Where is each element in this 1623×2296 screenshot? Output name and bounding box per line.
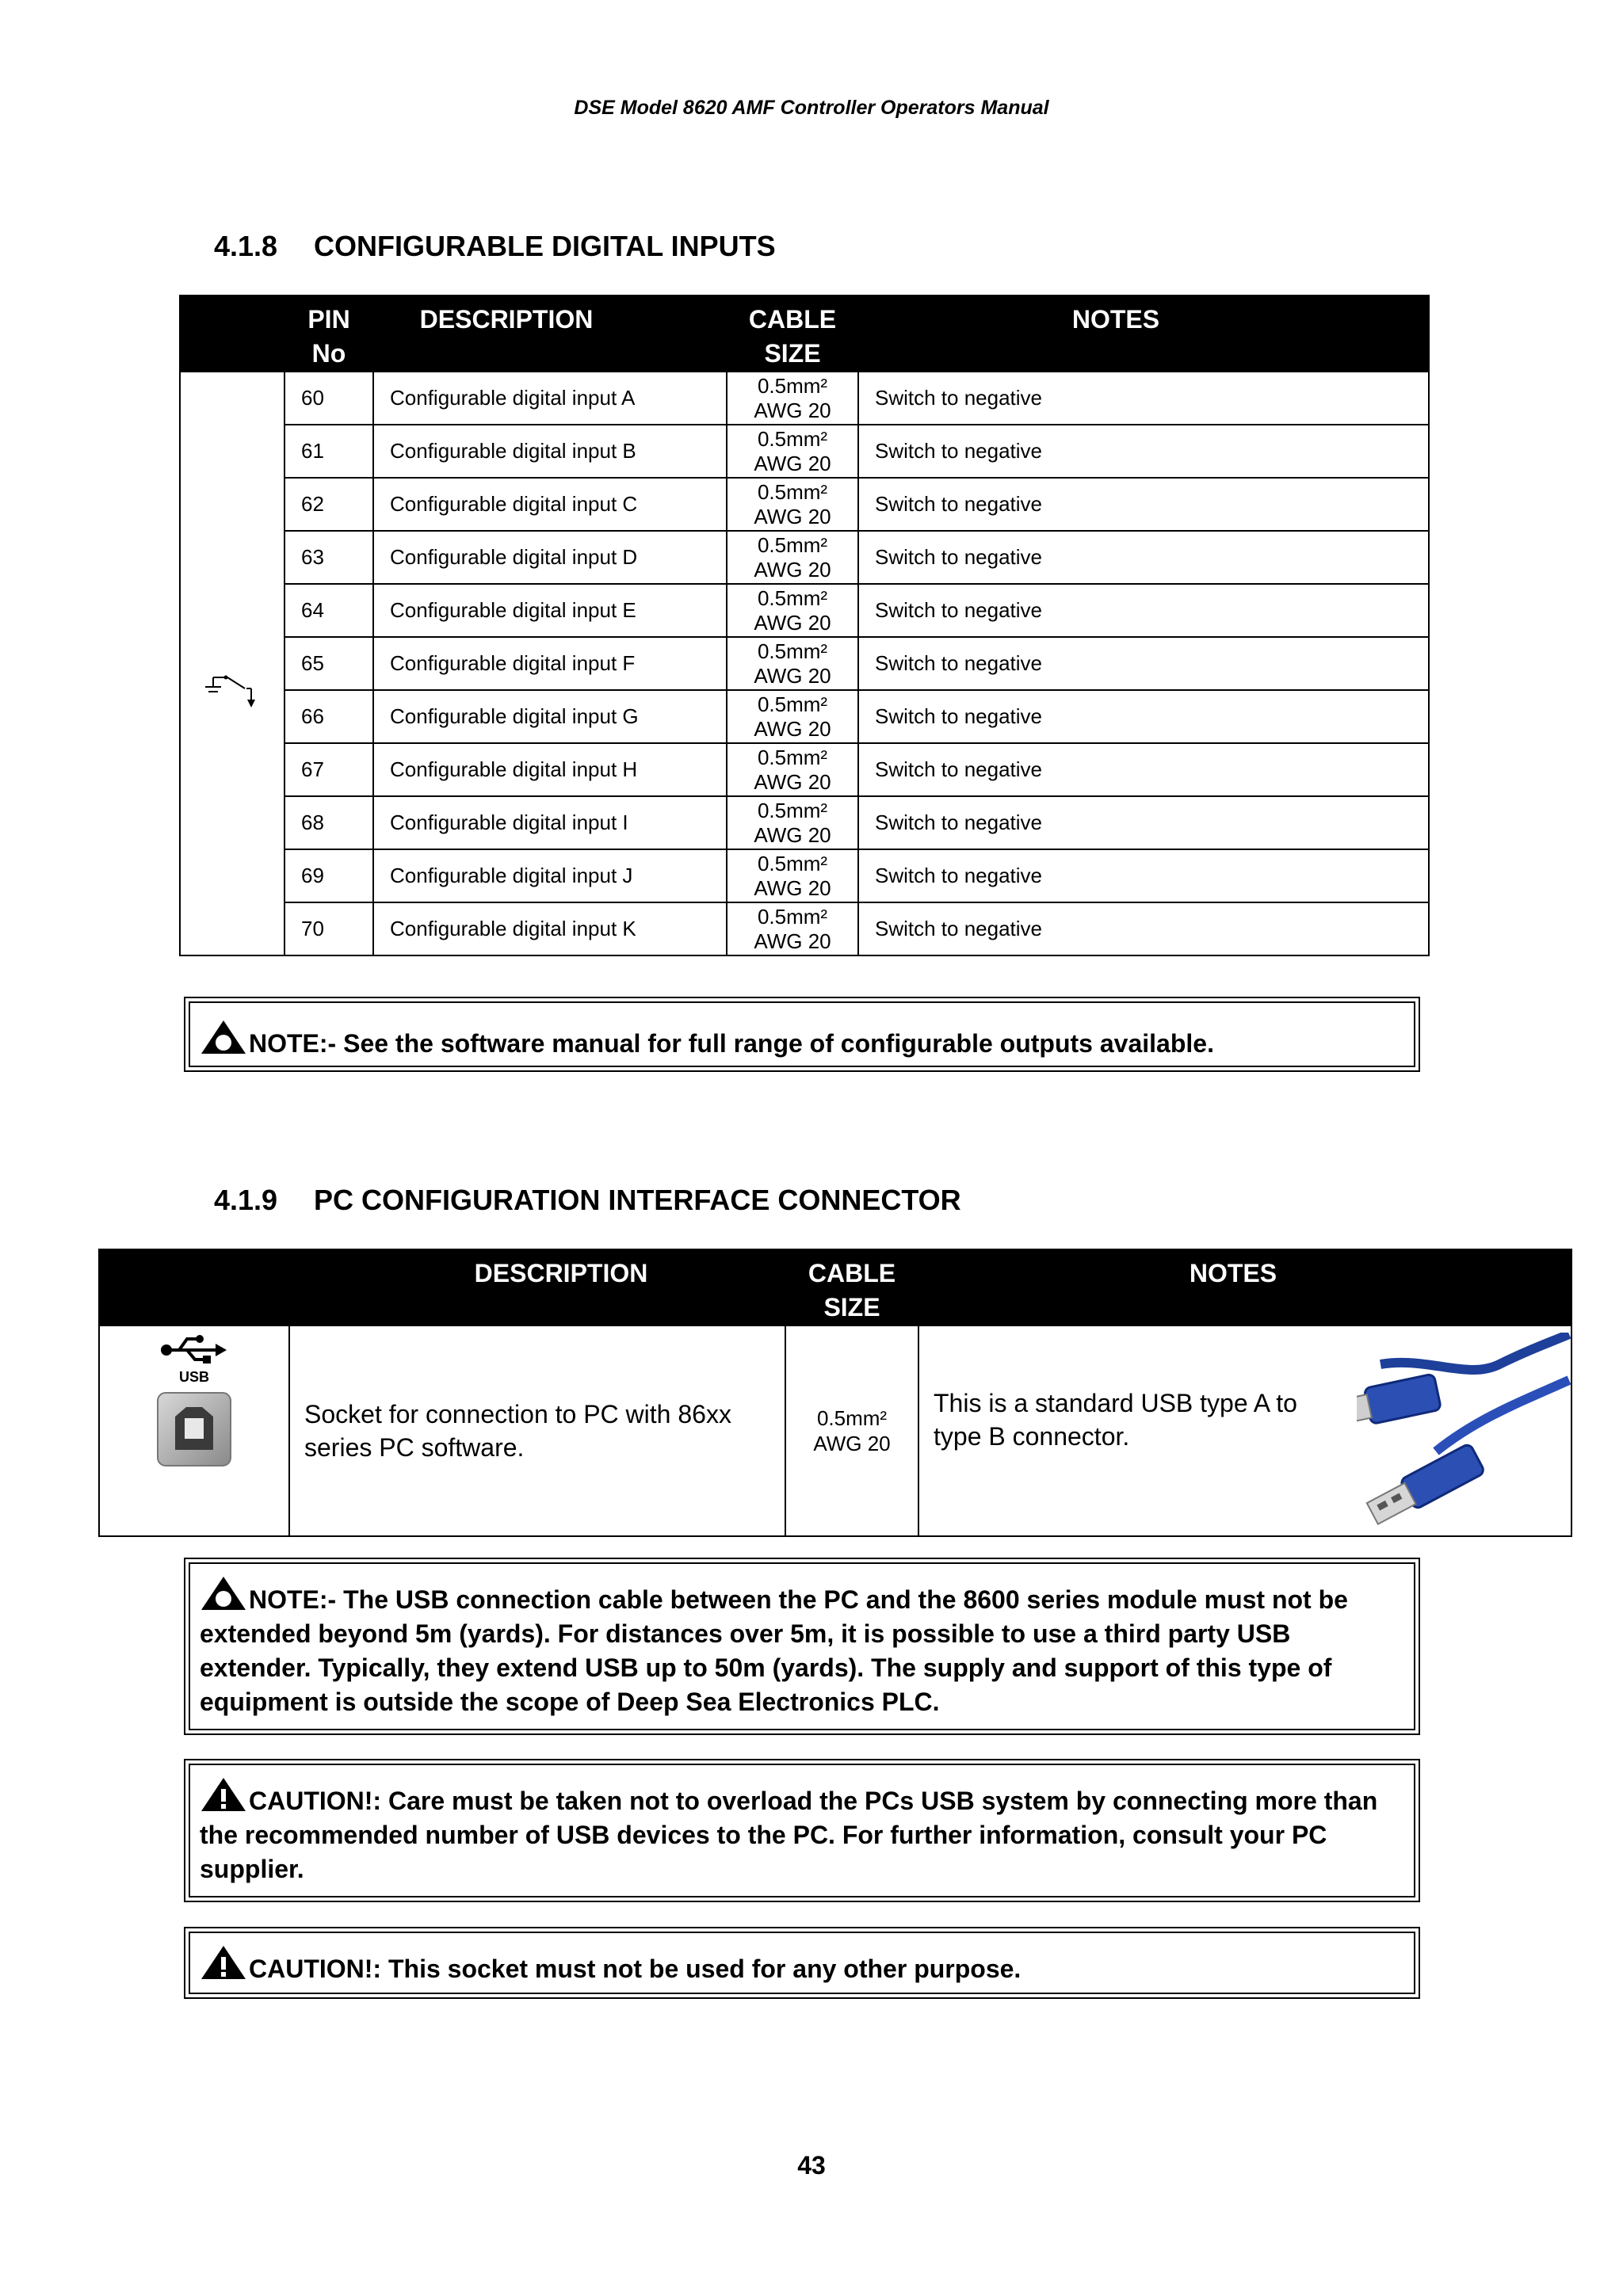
cable-size-metric: 0.5mm² [757,479,828,504]
usb-symbol-icon [158,1333,230,1383]
cable-size-metric: 0.5mm² [757,851,828,875]
section-title: CONFIGURABLE DIGITAL INPUTS [314,230,776,262]
input-note: Switch to negative [858,902,1429,955]
section-title: PC CONFIGURATION INTERFACE CONNECTOR [314,1184,961,1216]
caution-box-socket [184,1927,1420,1999]
cable-size-metric: 0.5mm² [757,692,828,716]
cable-size-metric: 0.5mm² [757,745,828,769]
header-description: DESCRIPTION [373,296,727,372]
caution-text: CAUTION!: This socket must not be used for any other purpose. [249,1955,1022,1983]
header-cable: CABLE SIZE [785,1249,918,1325]
cable-size-awg: AWG 20 [754,504,831,528]
pin-number: 67 [285,743,373,796]
input-note: Switch to negative [858,478,1429,531]
cable-size-awg: AWG 20 [754,557,831,582]
input-note: Switch to negative [858,637,1429,690]
cable-size-awg: AWG 20 [754,610,831,635]
pin-number: 65 [285,637,373,690]
cable-size-awg: AWG 20 [813,1432,891,1455]
cable-size [727,478,858,531]
cable-size-awg: AWG 20 [754,716,831,741]
input-note: Switch to negative [858,796,1429,849]
section-number: 4.1.9 [214,1184,278,1216]
cable-size-metric: 0.5mm² [757,426,828,451]
section-number: 4.1.8 [214,230,278,262]
table-row [99,1325,1571,1536]
table-row [180,743,1429,796]
input-note: Switch to negative [858,690,1429,743]
cable-size [727,637,858,690]
switch-icon-cell [180,372,285,955]
header-notes: NOTES [918,1249,1571,1325]
table-row [180,637,1429,690]
header-notes: NOTES [858,296,1429,372]
caution-icon [200,1776,247,1813]
table-row [180,425,1429,478]
cable-size-awg: AWG 20 [754,663,831,688]
usb-cable-size [785,1325,918,1536]
table-row [180,531,1429,584]
switch-to-ground-icon [200,669,264,709]
cable-size-metric: 0.5mm² [757,373,828,398]
page-number: 43 [797,2151,826,2180]
cable-size [727,902,858,955]
note-box-usb-length [184,1558,1420,1735]
pin-number: 62 [285,478,373,531]
usb-description: Socket for connection to PC with 86xx series PC software. [289,1325,785,1536]
note-text: NOTE:- See the software manual for full range of configurable outputs available. [249,1029,1214,1058]
pin-number: 60 [285,372,373,425]
header-cable: CABLE SIZE [727,296,858,372]
cable-size [727,584,858,637]
input-description: Configurable digital input F [373,637,727,690]
cable-size [727,690,858,743]
warning-icon [200,1575,247,1611]
input-note: Switch to negative [858,372,1429,425]
input-note: Switch to negative [858,531,1429,584]
caution-icon [200,1944,247,1981]
table-row [180,902,1429,955]
cable-size-awg: AWG 20 [754,451,831,475]
usb-icon-cell [99,1325,289,1536]
input-description: Configurable digital input H [373,743,727,796]
input-description: Configurable digital input G [373,690,727,743]
usb-cable-image [1357,1333,1571,1531]
cable-size-metric: 0.5mm² [757,532,828,557]
table-header-row [99,1249,1571,1325]
cable-size [727,425,858,478]
input-note: Switch to negative [858,849,1429,902]
section-heading-4-1-9 [214,1184,961,1217]
pin-number: 66 [285,690,373,743]
input-description: Configurable digital input B [373,425,727,478]
input-description: Configurable digital input A [373,372,727,425]
pin-number: 70 [285,902,373,955]
input-note: Switch to negative [858,425,1429,478]
cable-size [727,372,858,425]
header-icon-cell [99,1249,289,1325]
cable-size-metric: 0.5mm² [757,798,828,822]
usb-label: USB [178,1369,210,1383]
table-row [180,849,1429,902]
pin-number: 68 [285,796,373,849]
note-box-configurable [184,997,1420,1072]
section-heading-4-1-8 [214,230,776,263]
table-row [180,372,1429,425]
usb-note-cell [918,1325,1571,1536]
cable-size-metric: 0.5mm² [816,1406,888,1430]
caution-box-overload [184,1759,1420,1902]
input-note: Switch to negative [858,584,1429,637]
usb-note: This is a standard USB type A to type B connector. [934,1389,1297,1451]
cable-size [727,796,858,849]
pc-interface-table [98,1249,1572,1537]
input-description: Configurable digital input I [373,796,727,849]
cable-size-metric: 0.5mm² [757,585,828,610]
cable-size [727,849,858,902]
input-description: Configurable digital input D [373,531,727,584]
input-description: Configurable digital input J [373,849,727,902]
input-note: Switch to negative [858,743,1429,796]
cable-size-awg: AWG 20 [754,822,831,847]
header-description: DESCRIPTION [289,1249,785,1325]
caution-text: CAUTION!: Care must be taken not to overload the PCs USB system by connecting more than the recommended number of USB devices to the PC. For further information, consult your PC supplier. [200,1787,1378,1883]
warning-icon [200,1019,247,1055]
running-header: DSE Model 8620 AMF Controller Operators Manual [574,97,1049,119]
cable-size-metric: 0.5mm² [757,904,828,929]
cable-size [727,743,858,796]
table-row [180,690,1429,743]
header-pin: PIN No [285,296,373,372]
input-description: Configurable digital input K [373,902,727,955]
pin-number: 69 [285,849,373,902]
table-row [180,796,1429,849]
input-description: Configurable digital input C [373,478,727,531]
pin-number: 61 [285,425,373,478]
usb-b-socket-icon [155,1390,234,1469]
digital-inputs-table [179,295,1430,956]
pin-number: 64 [285,584,373,637]
pin-number: 63 [285,531,373,584]
header-icon-cell [180,296,285,372]
cable-size-awg: AWG 20 [754,875,831,900]
table-row [180,478,1429,531]
cable-size-awg: AWG 20 [754,398,831,422]
input-description: Configurable digital input E [373,584,727,637]
cable-size-awg: AWG 20 [754,769,831,794]
note-text: NOTE:- The USB connection cable between the PC and the 8600 series module must not be extended beyond 5m (yards). For distances over 5m, it is possible to use a third party USB extender. Typically, they extend USB up to 50m (yards). The supply and support of this type of equipment is outside the scope of Deep Sea Electronics PLC. [200,1585,1348,1716]
table-row [180,584,1429,637]
cable-size-awg: AWG 20 [754,929,831,953]
cable-size-metric: 0.5mm² [757,639,828,663]
cable-size [727,531,858,584]
table-header-row [180,296,1429,372]
